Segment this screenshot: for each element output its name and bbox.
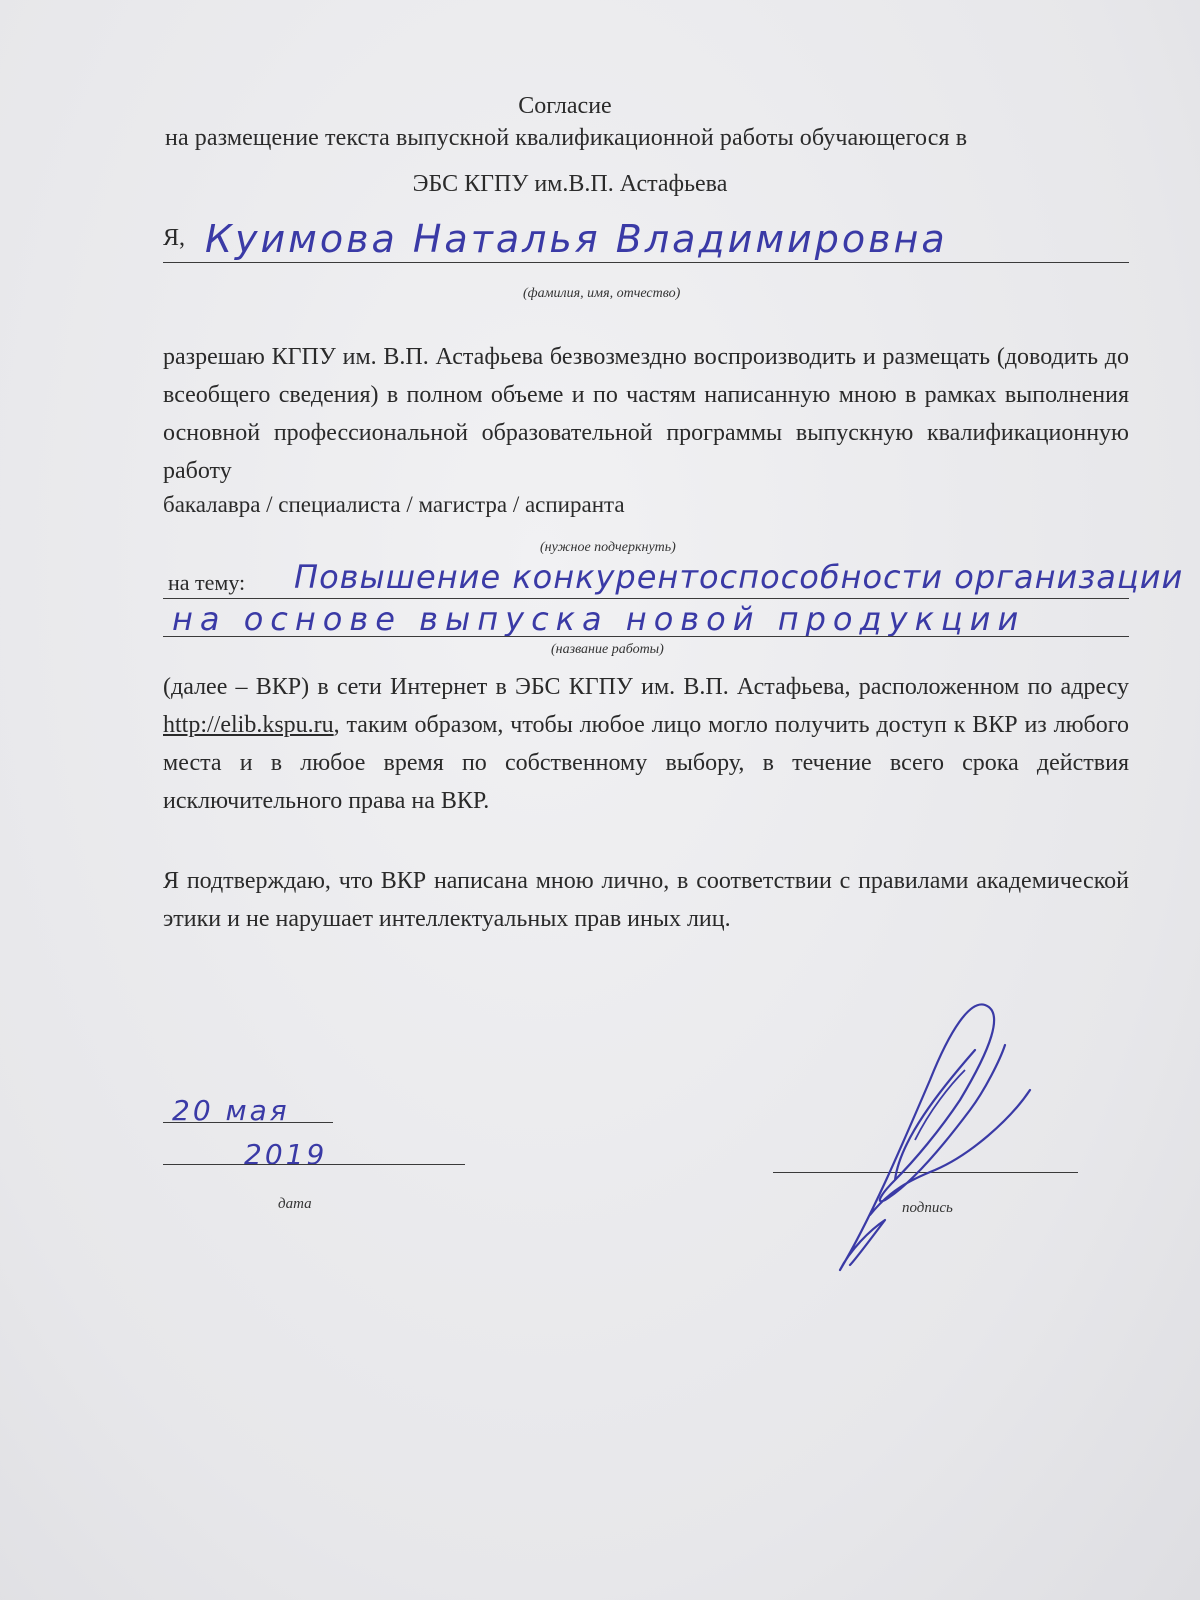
date-underline-1 [163, 1122, 333, 1123]
name-prefix: Я, [163, 225, 186, 251]
document-title: Согласие [518, 93, 612, 119]
topic-underline-1 [163, 598, 1129, 599]
name-row [163, 217, 1128, 265]
topic-underline-2 [163, 636, 1129, 637]
placement-text-end: , таким образом, чтобы любое лицо могло получить доступ к ВКР из любого места и в любое время по собственному выбору, в течение всего срока действия исключительного права на ВКР. [163, 712, 1129, 814]
topic-handwritten-line2: на основе выпуска новой продукции [172, 600, 1026, 638]
topic-handwritten-line1: Повышение конкурентоспособности организации [294, 558, 1184, 596]
placement-paragraph [163, 668, 1129, 820]
date-underline-2 [163, 1164, 465, 1165]
permission-paragraph: разрешаю КГПУ им. В.П. Астафьева безвозмездно воспроизводить и размещать (доводить до всеобщего сведения) в полном объеме и по частям написанную мною в рамках выполнения основной профессиональной образовательной программы выпускную квалификационную работу [163, 344, 1129, 484]
degree-caption: (нужное подчеркнуть) [540, 540, 676, 555]
name-handwritten: Куимова Наталья Владимировна [205, 217, 948, 261]
date-caption: дата [278, 1196, 312, 1212]
name-caption: (фамилия, имя, отчество) [523, 286, 681, 301]
document-subtitle-line2: ЭБС КГПУ им.В.П. Астафьева [412, 171, 728, 197]
placement-text-start: (далее – ВКР) в сети Интернет в ЭБС КГПУ им. В.П. Астафьева, расположенном по адресу [163, 674, 1129, 700]
date-handwritten-day: 20 мая [172, 1094, 290, 1127]
topic-caption: (название работы) [551, 642, 664, 657]
name-underline [163, 262, 1129, 263]
signature-caption: подпись [902, 1200, 953, 1216]
topic-label: на тему: [168, 570, 246, 595]
document-subtitle-line1: на размещение текста выпускной квалификационной работы обучающегося в [165, 125, 968, 151]
confirmation-paragraph: Я подтверждаю, что ВКР написана мною лично, в соответствии с правилами академической этики и не нарушает интеллектуальных прав иных лиц. [163, 868, 1129, 932]
date-handwritten-year: 2019 [244, 1138, 328, 1171]
elib-url-link[interactable]: http://elib.kspu.ru [163, 712, 334, 738]
degree-options: бакалавра / специалиста / магистра / аспиранта [163, 492, 625, 517]
signature-icon [800, 990, 1060, 1290]
